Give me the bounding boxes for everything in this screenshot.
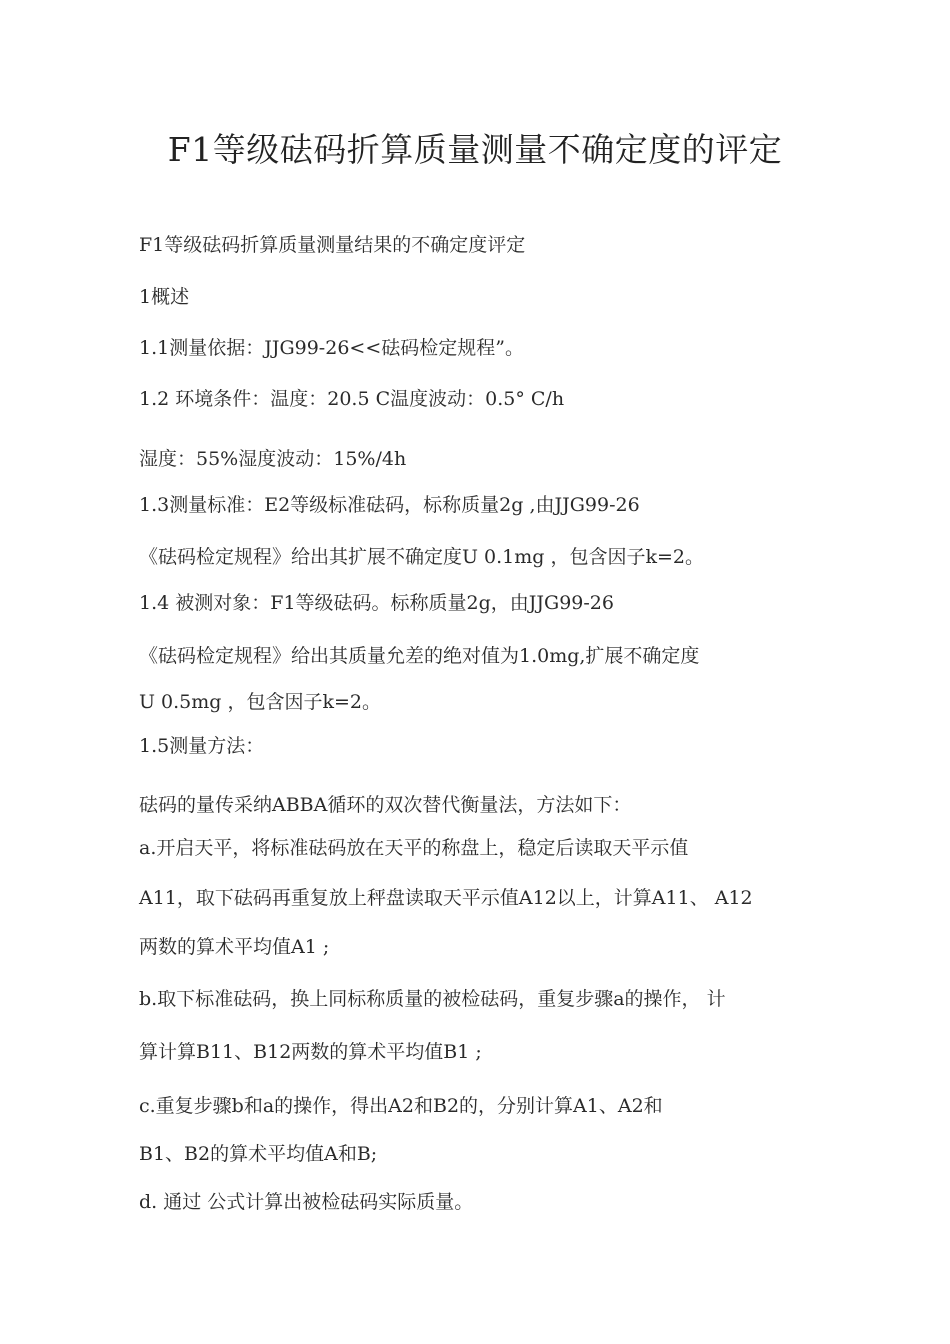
paragraph-line: 算计算B11、B12两数的算术平均值B1 ; — [139, 1041, 482, 1063]
paragraph-line: 1.1测量依据：JJG99-26<<砝码检定规程”。 — [139, 337, 524, 359]
paragraph-line: 1.3测量标准：E2等级标准砝码，标称质量2g ,由JJG99-26 — [139, 494, 640, 516]
section-heading: F1等级砝码折算质量测量结果的不确定度评定 — [139, 234, 526, 256]
paragraph-line: 1.4 被测对象：F1等级砝码。标称质量2g，由JJG99-26 — [139, 592, 614, 614]
overview-heading: 1概述 — [139, 286, 190, 308]
paragraph-line: 砝码的量传采纳ABBA循环的双次替代衡量法，方法如下： — [139, 794, 632, 816]
paragraph-line: 《砝码检定规程》给出其扩展不确定度U 0.1mg ，包含因子k=2。 — [139, 546, 705, 568]
paragraph-line: U 0.5mg ，包含因子k=2。 — [139, 691, 382, 713]
paragraph-line: 1.2 环境条件：温度：20.5 C温度波动：0.5° C/h — [139, 388, 565, 410]
paragraph-line: 1.5测量方法： — [139, 735, 265, 757]
paragraph-line: b.取下标准砝码，换上同标称质量的被检砝码，重复步骤a的操作， 计 — [139, 988, 726, 1010]
paragraph-line: A11，取下砝码再重复放上秤盘读取天平示值A12以上，计算A11、 A12 — [139, 887, 753, 909]
paragraph-line: c.重复步骤b和a的操作，得出A2和B2的，分别计算A1、A2和 — [139, 1095, 663, 1117]
paragraph-line: a.开启天平，将标准砝码放在天平的称盘上，稳定后读取天平示值 — [139, 837, 689, 859]
document-title: F1等级砝码折算质量测量不确定度的评定 — [167, 130, 783, 170]
paragraph-line: d. 通过 公式计算出被检砝码实际质量。 — [139, 1191, 474, 1213]
paragraph-line: 湿度：55%湿度波动：15%/4h — [139, 448, 407, 470]
paragraph-line: 两数的算术平均值A1 ; — [139, 936, 330, 958]
paragraph-line: 《砝码检定规程》给出其质量允差的绝对值为1.0mg,扩展不确定度 — [139, 645, 700, 667]
paragraph-line: B1、B2的算术平均值A和B; — [139, 1143, 378, 1165]
